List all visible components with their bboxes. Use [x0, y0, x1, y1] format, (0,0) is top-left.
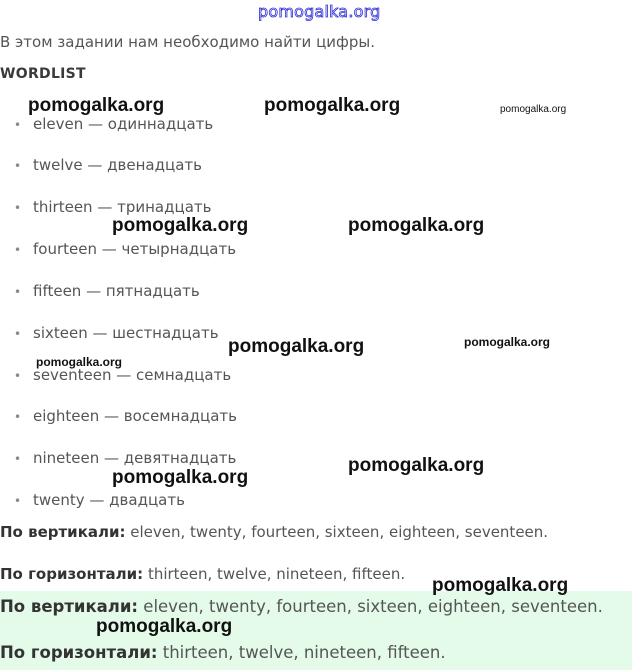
- list-item: [14, 449, 236, 467]
- word-text: seventeen — семнадцать: [33, 366, 232, 384]
- list-item: [14, 156, 202, 174]
- watermark: pomogalka.org: [432, 575, 569, 596]
- answer-vertical: [0, 523, 548, 541]
- list-item: [14, 407, 237, 425]
- answer-vertical-highlighted: [0, 597, 603, 616]
- watermark: pomogalka.org: [264, 95, 401, 116]
- watermark: pomogalka.org: [112, 467, 249, 488]
- bullet-icon: •: [14, 284, 22, 299]
- watermark: pomogalka.org: [348, 215, 485, 236]
- list-item: [14, 491, 185, 509]
- watermark: pomogalka.org: [96, 616, 233, 637]
- bullet-icon: •: [14, 326, 22, 341]
- word-text: eleven — одиннадцать: [33, 115, 214, 133]
- word-text: thirteen — тринадцать: [33, 198, 212, 216]
- list-item: [14, 282, 200, 300]
- bullet-icon: •: [14, 493, 22, 508]
- bullet-icon: •: [14, 200, 22, 215]
- word-text: twelve — двенадцать: [33, 156, 202, 174]
- top-watermark: pomogalka.org: [258, 2, 381, 21]
- answer-vertical-text: eleven, twenty, fourteen, sixteen, eighteen, seventeen.: [138, 597, 603, 616]
- bullet-icon: •: [14, 242, 22, 257]
- watermark: pomogalka.org: [228, 336, 365, 357]
- intro-text: В этом задании нам необходимо найти цифры.: [0, 33, 375, 51]
- bullet-icon: •: [14, 368, 22, 383]
- bullet-icon: •: [14, 158, 22, 173]
- word-text: nineteen — девятнадцать: [33, 449, 237, 467]
- word-text: eighteen — восемнадцать: [33, 407, 237, 425]
- watermark: pomogalka.org: [36, 355, 123, 369]
- bullet-icon: •: [14, 117, 22, 132]
- list-item: [14, 198, 211, 216]
- list-item: [14, 115, 213, 133]
- word-text: fourteen — четырнадцать: [33, 240, 237, 258]
- answer-horizontal-text: thirteen, twelve, nineteen, fifteen.: [143, 565, 406, 583]
- watermark: pomogalka.org: [348, 455, 485, 476]
- answer-vertical-label: По вертикали:: [0, 597, 139, 616]
- answer-horizontal: [0, 565, 405, 583]
- watermark: pomogalka.org: [500, 104, 567, 115]
- list-item: [14, 324, 219, 342]
- wordlist-heading: WORDLIST: [0, 66, 86, 82]
- watermark: pomogalka.org: [464, 335, 551, 349]
- list-item: [14, 240, 236, 258]
- bullet-icon: •: [14, 409, 22, 424]
- answer-vertical-label: По вертикали:: [0, 523, 126, 541]
- watermark: pomogalka.org: [28, 95, 165, 116]
- answer-horizontal-label: По горизонтали:: [0, 565, 144, 583]
- answer-horizontal-text: thirteen, twelve, nineteen, fifteen.: [157, 643, 446, 662]
- word-text: fifteen — пятнадцать: [33, 282, 200, 300]
- word-text: twenty — двадцать: [33, 491, 185, 509]
- answer-vertical-text: eleven, twenty, fourteen, sixteen, eighteen, seventeen.: [125, 523, 549, 541]
- word-text: sixteen — шестнадцать: [33, 324, 219, 342]
- bullet-icon: •: [14, 451, 22, 466]
- answer-horizontal-highlighted: [0, 643, 446, 662]
- answer-horizontal-label: По горизонтали:: [0, 643, 158, 662]
- watermark: pomogalka.org: [112, 215, 249, 236]
